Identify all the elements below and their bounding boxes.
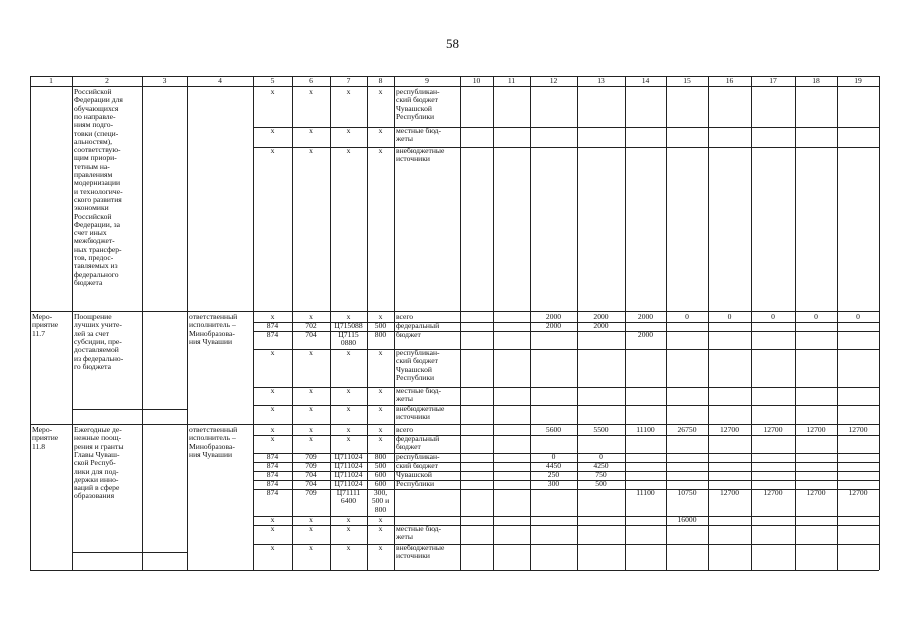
- budget-code: 874: [266, 471, 279, 479]
- column-border-5: [292, 76, 293, 570]
- column-border-12: [577, 76, 578, 570]
- column-border-18: [837, 76, 838, 570]
- header-cell-18: 18: [812, 77, 820, 85]
- row-border: [253, 462, 879, 463]
- amount-value: 0: [771, 313, 775, 321]
- budget-code: 704: [305, 480, 317, 488]
- amount-value: 0: [814, 313, 818, 321]
- row-border: [253, 489, 879, 490]
- column-border-10: [493, 76, 494, 570]
- amount-value: 0: [599, 453, 603, 461]
- amount-value: 300: [547, 480, 560, 488]
- budget-code: х: [346, 544, 351, 552]
- budget-code: 6400: [340, 497, 357, 506]
- activity-description: держки инно-: [74, 475, 119, 484]
- header-cell-17: 17: [769, 77, 777, 85]
- row-border: [253, 147, 879, 148]
- budget-code: х: [309, 349, 313, 357]
- budget-code: х: [378, 313, 383, 321]
- measure-label: приятие: [32, 434, 59, 443]
- budget-code: Ц711024: [334, 471, 363, 479]
- header-cell-8: 8: [378, 77, 383, 85]
- activity-description: ского развития: [74, 195, 122, 204]
- measure-label: Меро-: [32, 426, 53, 434]
- funding-source: всего: [396, 426, 414, 434]
- activity-description: ской Респуб-: [74, 459, 116, 468]
- budget-code: х: [309, 88, 313, 96]
- amount-value: 5600: [545, 426, 562, 434]
- header-cell-15: 15: [683, 77, 691, 85]
- budget-code: х: [309, 313, 313, 321]
- funding-source: федеральный: [396, 435, 440, 443]
- budget-code: 800: [374, 331, 387, 339]
- activity-description: тавляемых из: [74, 262, 118, 271]
- budget-code: х: [378, 349, 383, 357]
- header-cell-10: 10: [472, 77, 481, 85]
- row-border: [253, 544, 879, 545]
- row-border: [253, 331, 879, 332]
- amount-value: 12700: [720, 489, 739, 497]
- budget-code: Ц71111: [336, 489, 361, 497]
- activity-description: межбюджет-: [74, 237, 115, 246]
- activity-description: бюджета: [74, 278, 103, 287]
- funding-source: бюджет: [396, 443, 421, 452]
- executor: исполнитель –: [189, 321, 236, 330]
- header-cell-12: 12: [549, 77, 558, 85]
- funding-source: ский бюджет: [396, 357, 438, 366]
- amount-value: 250: [547, 471, 560, 479]
- amount-value: 500: [595, 480, 607, 488]
- budget-code: х: [309, 426, 313, 434]
- budget-code: 500: [374, 462, 387, 470]
- row-border: [253, 127, 879, 128]
- row-border: [72, 552, 187, 553]
- activity-description: экономики: [74, 204, 109, 213]
- row-border: [253, 453, 879, 454]
- budget-code: Ц711024: [334, 480, 363, 488]
- budget-code: х: [378, 435, 383, 443]
- budget-code: 704: [305, 331, 317, 339]
- activity-description: ваций в сфере: [74, 484, 120, 493]
- budget-code: 600: [374, 480, 387, 488]
- activity-description: субсидии, пре-: [74, 337, 122, 346]
- amount-value: 16000: [677, 516, 697, 524]
- row-border: [253, 516, 879, 517]
- column-border-13: [625, 76, 626, 570]
- budget-code: 874: [266, 462, 279, 470]
- budget-code: х: [378, 426, 383, 434]
- budget-code: х: [378, 147, 383, 155]
- budget-code: х: [270, 313, 275, 321]
- budget-code: х: [309, 127, 313, 135]
- funding-source: жеты: [396, 533, 413, 542]
- header-cell-13: 13: [597, 77, 605, 85]
- funding-source: бюджет: [396, 331, 421, 339]
- row-border: [253, 435, 879, 436]
- budget-code: 800: [374, 505, 387, 514]
- measure-label: приятие: [32, 321, 59, 330]
- budget-code: х: [378, 387, 383, 395]
- budget-code: 709: [305, 489, 317, 497]
- activity-description: ниям подго-: [74, 121, 114, 130]
- budget-code: х: [270, 88, 275, 96]
- funding-source: федеральный: [396, 322, 440, 330]
- amount-value: 2000: [593, 322, 609, 330]
- budget-code: х: [346, 88, 351, 96]
- row-border: [253, 405, 879, 406]
- budget-code: х: [378, 516, 383, 524]
- budget-code: х: [346, 147, 351, 155]
- activity-description: образования: [74, 492, 115, 501]
- funding-source: [396, 516, 458, 524]
- amount-value: 2000: [637, 331, 654, 339]
- budget-code: х: [346, 405, 351, 413]
- amount-value: 2000: [593, 313, 609, 321]
- funding-source: Чувашской: [396, 104, 432, 113]
- funding-source: внебюджетные: [396, 544, 445, 552]
- budget-code: 874: [266, 453, 279, 461]
- funding-source: [396, 489, 458, 497]
- budget-code: х: [378, 88, 383, 96]
- amount-value: 12700: [806, 489, 826, 497]
- budget-code: х: [378, 405, 383, 413]
- budget-code: 800: [374, 453, 387, 461]
- activity-description: ных трансфер-: [74, 245, 122, 254]
- amount-value: 4250: [593, 462, 609, 470]
- row-border: [253, 387, 879, 388]
- budget-code: Ц711024: [334, 453, 363, 461]
- budget-code: 0880: [340, 339, 357, 348]
- budget-code: х: [378, 544, 383, 552]
- executor: Минобразова-: [189, 442, 235, 451]
- measure-label: 11.7: [32, 329, 46, 338]
- budget-code: 600: [374, 471, 387, 479]
- activity-description: тов, предос-: [74, 254, 114, 262]
- header-cell-14: 14: [641, 77, 650, 85]
- amount-value: 2000: [545, 322, 562, 330]
- budget-code: х: [270, 544, 275, 552]
- budget-code: х: [270, 127, 275, 135]
- column-border-14: [666, 76, 667, 570]
- column-border-0: [30, 76, 31, 570]
- executor: ответственный: [189, 426, 238, 434]
- column-border-11: [530, 76, 531, 570]
- budget-code: х: [270, 426, 275, 434]
- funding-source: источники: [396, 155, 430, 164]
- activity-description: из федерально-: [74, 354, 124, 363]
- budget-code: х: [346, 426, 351, 434]
- activity-description: соответствую-: [74, 146, 121, 155]
- section-border: [30, 570, 879, 571]
- row-border: [253, 480, 879, 481]
- funding-source: источники: [396, 552, 430, 561]
- amount-value: 12700: [848, 426, 868, 434]
- activity-description: лей за счет: [74, 329, 110, 338]
- amount-value: 0: [727, 313, 732, 321]
- measure-label: Меро-: [32, 313, 53, 321]
- funding-source: всего: [396, 313, 414, 321]
- activity-description: по направле-: [74, 112, 116, 121]
- column-border-2: [142, 76, 143, 570]
- budget-code: х: [309, 387, 313, 395]
- amount-value: 4450: [545, 462, 562, 470]
- budget-code: х: [309, 147, 313, 155]
- budget-code: 874: [266, 322, 279, 330]
- activity-description: Поощрение: [74, 313, 112, 321]
- activity-description: обучающихся: [74, 104, 119, 113]
- amount-value: 11100: [636, 489, 655, 497]
- budget-code: х: [378, 525, 383, 533]
- budget-code: х: [270, 435, 275, 443]
- column-border-4: [253, 76, 254, 570]
- funding-source: местные бюд-: [396, 127, 442, 135]
- header-cell-19: 19: [854, 77, 862, 85]
- amount-value: 0: [685, 313, 689, 321]
- funding-source: республикан-: [396, 88, 440, 96]
- header-cell-2: 2: [105, 77, 109, 85]
- column-border-16: [751, 76, 752, 570]
- budget-code: х: [309, 544, 313, 552]
- page-number: 58: [446, 36, 459, 51]
- column-border-15: [708, 76, 709, 570]
- activity-description: доставляемой: [74, 346, 119, 355]
- activity-description: Федерации, за: [74, 220, 121, 229]
- activity-description: рения и гранты: [74, 442, 124, 451]
- column-border-8: [394, 76, 395, 570]
- funding-source: жеты: [396, 395, 413, 404]
- budget-code: 874: [266, 331, 279, 339]
- funding-source: ский бюджет: [396, 462, 438, 470]
- activity-description: и технологиче-: [74, 187, 123, 196]
- activity-description: модернизации: [74, 179, 121, 188]
- header-cell-4: 4: [218, 77, 222, 85]
- activity-description: правлениям: [74, 171, 113, 179]
- executor: ния Чувашии: [189, 337, 233, 346]
- budget-code: х: [309, 516, 313, 524]
- budget-code: Ц711024: [334, 462, 363, 470]
- activity-description: нежные поощ-: [74, 434, 122, 443]
- header-cell-5: 5: [270, 77, 275, 85]
- activity-description: го бюджета: [74, 362, 111, 371]
- executor: ния Чувашии: [189, 450, 233, 459]
- funding-source: жеты: [396, 135, 413, 144]
- column-border-17: [795, 76, 796, 570]
- activity-description: Ежегодные де-: [74, 426, 122, 434]
- activity-description: альностям),: [74, 137, 113, 146]
- activity-description: Российской: [74, 212, 112, 221]
- executor: исполнитель –: [189, 434, 236, 443]
- funding-source: ский бюджет: [396, 96, 438, 105]
- budget-code: х: [270, 516, 275, 524]
- amount-value: 0: [856, 313, 860, 321]
- budget-code: х: [346, 349, 351, 357]
- budget-code: 500: [374, 322, 387, 330]
- column-border-7: [367, 76, 368, 570]
- budget-code: х: [270, 387, 275, 395]
- budget-code: х: [270, 525, 275, 533]
- budget-code: х: [309, 405, 313, 413]
- row-border: [72, 409, 187, 410]
- budget-code: х: [270, 147, 275, 155]
- budget-code: 702: [305, 322, 317, 330]
- row-border: [253, 322, 879, 323]
- activity-description: щим приори-: [74, 154, 117, 163]
- activity-description: товки (специ-: [74, 129, 119, 138]
- header-cell-6: 6: [309, 77, 313, 85]
- budget-code: 709: [305, 462, 317, 470]
- funding-source: Республики: [396, 112, 435, 121]
- amount-value: 12700: [848, 489, 868, 497]
- budget-code: х: [346, 313, 351, 321]
- row-border: [253, 349, 879, 350]
- funding-source: местные бюд-: [396, 525, 442, 533]
- activity-description: Главы Чуваш-: [74, 450, 120, 459]
- budget-code: х: [309, 435, 313, 443]
- amount-value: 12700: [720, 426, 739, 434]
- funding-source: внебюджетные: [396, 147, 445, 155]
- budget-code: х: [378, 127, 383, 135]
- header-cell-7: 7: [346, 77, 351, 85]
- row-border: [253, 471, 879, 472]
- header-cell-3: 3: [162, 77, 167, 85]
- measure-label: 11.8: [32, 442, 46, 451]
- budget-code: х: [346, 387, 351, 395]
- column-border-19: [879, 76, 880, 570]
- budget-code: х: [346, 435, 351, 443]
- column-border-1: [72, 76, 73, 570]
- amount-value: 2000: [637, 313, 654, 321]
- funding-source: Чувашской: [396, 471, 432, 479]
- column-border-6: [330, 76, 331, 570]
- amount-value: 5500: [593, 426, 609, 434]
- amount-value: 0: [551, 453, 556, 461]
- funding-source: республикан-: [396, 453, 440, 461]
- row-border: [253, 525, 879, 526]
- budget-code: 300,: [373, 489, 388, 497]
- header-cell-1: 1: [49, 77, 53, 85]
- amount-value: 2000: [545, 313, 562, 321]
- activity-description: федерального: [74, 270, 119, 279]
- budget-code: х: [309, 525, 313, 533]
- executor: ответственный: [189, 313, 238, 321]
- funding-source: республикан-: [396, 349, 440, 357]
- budget-code: 500 и: [371, 497, 390, 506]
- budget-code: х: [270, 349, 275, 357]
- budget-code: 704: [305, 471, 317, 479]
- budget-code: 709: [305, 453, 317, 461]
- budget-code: 874: [266, 480, 279, 488]
- amount-value: 750: [595, 471, 607, 479]
- funding-source: Чувашской: [396, 365, 432, 374]
- amount-value: 12700: [763, 489, 783, 497]
- budget-code: х: [346, 525, 351, 533]
- budget-code: х: [346, 127, 351, 135]
- budget-code: Ц715088: [334, 322, 363, 330]
- column-border-3: [187, 76, 188, 570]
- amount-value: 26750: [677, 426, 697, 434]
- executor: Минобразова-: [189, 329, 235, 338]
- amount-value: 11100: [636, 426, 655, 434]
- column-border-9: [460, 76, 461, 570]
- activity-description: счет иных: [74, 229, 107, 238]
- activity-description: лики для под-: [74, 467, 119, 476]
- funding-source: внебюджетные: [396, 405, 445, 413]
- header-cell-16: 16: [725, 77, 734, 85]
- activity-description: Российской: [74, 88, 112, 96]
- funding-source: источники: [396, 413, 430, 422]
- budget-code: 874: [266, 489, 279, 497]
- funding-source: Республики: [396, 480, 435, 488]
- activity-description: лучших учите-: [74, 321, 122, 330]
- header-cell-9: 9: [425, 77, 429, 85]
- amount-value: 10750: [677, 489, 697, 497]
- amount-value: 12700: [763, 426, 783, 434]
- budget-code: х: [346, 516, 351, 524]
- activity-description: Федерации для: [74, 96, 123, 105]
- funding-source: Республики: [396, 373, 435, 382]
- activity-description: тетным на-: [74, 162, 110, 171]
- budget-code: Ц7115: [338, 331, 359, 339]
- header-cell-11: 11: [507, 77, 516, 85]
- funding-source: местные бюд-: [396, 387, 442, 395]
- budget-code: х: [270, 405, 275, 413]
- amount-value: 12700: [806, 426, 826, 434]
